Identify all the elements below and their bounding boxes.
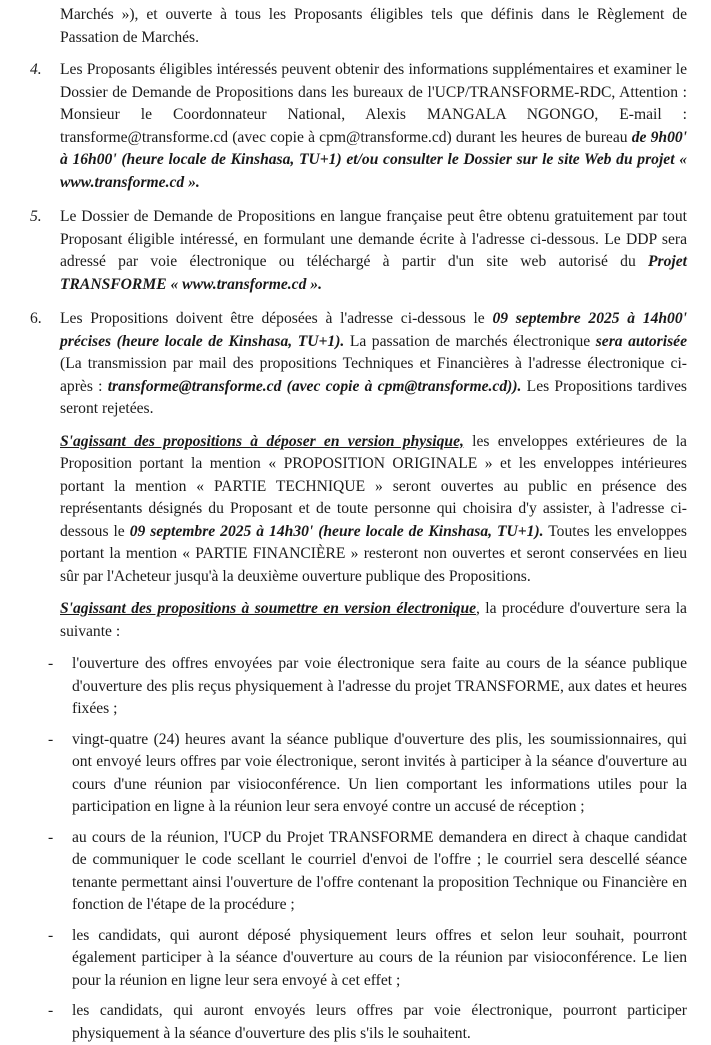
section-number: 4. <box>30 61 42 78</box>
procedure-list <box>30 653 687 1045</box>
section-6 <box>30 308 687 421</box>
electronic-authorized: sera autorisée <box>595 332 687 350</box>
list-item <box>30 653 687 721</box>
section-4-text <box>60 59 687 194</box>
list-item-text: les candidats, qui auront déposé physiquement leurs offres et selon leur souhait, pourront également participer à la séance d'ouverture au cours de la réunion par visioconférence. Le lien pour la réunion en ligne leur sera envoyé à cet effet ; <box>72 926 687 989</box>
section-number: 5. <box>30 208 42 225</box>
list-item <box>30 925 687 993</box>
electronic-submission-paragraph <box>30 598 687 643</box>
text-run: , la procédure d'ouverture sera la suivante : <box>60 600 687 640</box>
list-item-text: l'ouverture des offres envoyées par voie électronique sera faite au cours de la séance publique d'ouverture des plis reçus physiquement à l'adresse du projet TRANSFORME, aux dates et heures fixées ; <box>72 655 687 717</box>
bullet-dash: - <box>48 828 54 846</box>
section-6-text <box>60 308 687 421</box>
physical-submission-paragraph <box>30 431 687 589</box>
section-number: 6. <box>30 310 42 327</box>
section-5-text <box>60 206 687 296</box>
list-item <box>30 827 687 917</box>
text-run: Les Propositions doivent être déposées à l'adresse ci-dessous le <box>60 310 493 327</box>
text-run: Toutes les enveloppes portant la mention « PARTIE FINANCIÈRE » resteront non ouvertes et seront conservées en lieu sûr par l'Acheteur jusqu'à la deuxième ouverture publique des Propositions. <box>60 522 687 585</box>
bullet-dash: - <box>48 655 54 672</box>
list-item <box>30 1000 687 1045</box>
opening-date: 09 septembre 2025 à 14h30' (heure locale de Kinshasa, TU+1). <box>129 522 544 540</box>
section-5 <box>30 206 687 296</box>
list-item-text: au cours de la réunion, l'UCP du Projet TRANSFORME demandera en direct à chaque candidat de communiquer le code scellant le courriel d'envoi de l'offre ; le courriel sera descellé séance tenante permettant ainsi l'ouverture de l'offre contenant la proposition Technique ou Financière en fonction de l'étape de la procédure ; <box>72 828 687 913</box>
text-run: Les Propositions tardives seront rejetées. <box>60 377 688 417</box>
physical-lead: S'agissant des propositions à déposer en version physique, <box>60 432 464 450</box>
list-item-text: les candidats, qui auront envoyés leurs offres par voie électronique, pourront participer physiquement à la séance d'ouverture des plis s'ils le souhaitent. <box>72 1002 687 1042</box>
deadline: 09 septembre 2025 à 14h00' précises (heure locale de Kinshasa, TU+1). <box>60 310 687 350</box>
office-hours: de 9h00' à 16h00' (heure locale de Kinshasa, TU+1) et/ou consulter le Dossier sur le site Web du projet « www.transforme.cd ». <box>60 128 687 191</box>
submission-email: transforme@transforme.cd (avec copie à cpm@transforme.cd)). <box>107 377 522 395</box>
bullet-dash: - <box>48 730 54 748</box>
continuation-paragraph: Marchés »), et ouverte à tous les Proposants éligibles tels que définis dans le Règlement de Passation de Marchés. <box>60 6 687 46</box>
bullet-dash: - <box>48 926 54 944</box>
list-item <box>30 729 687 819</box>
section-4 <box>30 59 687 194</box>
text-run: (La transmission par mail des propositions Techniques et Financières à l'adresse électronique ci-après : <box>60 355 687 395</box>
text-run: Le Dossier de Demande de Propositions en langue française peut être obtenu gratuitement par tout Proposant éligible intéressé, en formulant une demande écrite à l'adresse ci-dessous. Le DDP sera adressé par voie électronique ou téléchargé à partir d'un site web autorisé du <box>60 208 687 270</box>
text-run: Les Proposants éligibles intéressés peuvent obtenir des informations supplémentaires et examiner le Dossier de Demande de Propositions dans les bureaux de l'UCP/TRANSFORME-RDC, Attention : Monsieur le Coordonnateur National, Alexis MANGALA NGONGO, E-mail : transforme@transforme.cd (avec copie à cpm@transforme.cd) durant les heures de bureau <box>60 61 687 146</box>
project-website: Projet TRANSFORME « www.transforme.cd ». <box>60 253 687 293</box>
text-run: La passation de marchés électronique <box>344 332 596 350</box>
bullet-dash: - <box>48 1002 54 1019</box>
list-item-text: vingt-quatre (24) heures avant la séance publique d'ouverture des plis, les soumissionnaires, qui ont envoyé leurs offres par voie électronique, seront invités à participer à la séance d'ouverture au cours d'une réunion par visioconférence. Un lien comportant les informations utiles pour la participation en ligne à la réunion leur sera envoyé contre un accusé de réception ; <box>72 730 687 815</box>
text-run: les enveloppes extérieures de la Proposition portant la mention « PROPOSITION ORIGINALE » et les enveloppes intérieures portant la mention « PARTIE TECHNIQUE » seront ouvertes au public en présence des représentants désignés du Proposant et de toute personne qui choisira d'y assister, à l'adresse ci-dessous le <box>60 432 687 540</box>
electronic-lead: S'agissant des propositions à soumettre en version électronique <box>60 600 477 617</box>
